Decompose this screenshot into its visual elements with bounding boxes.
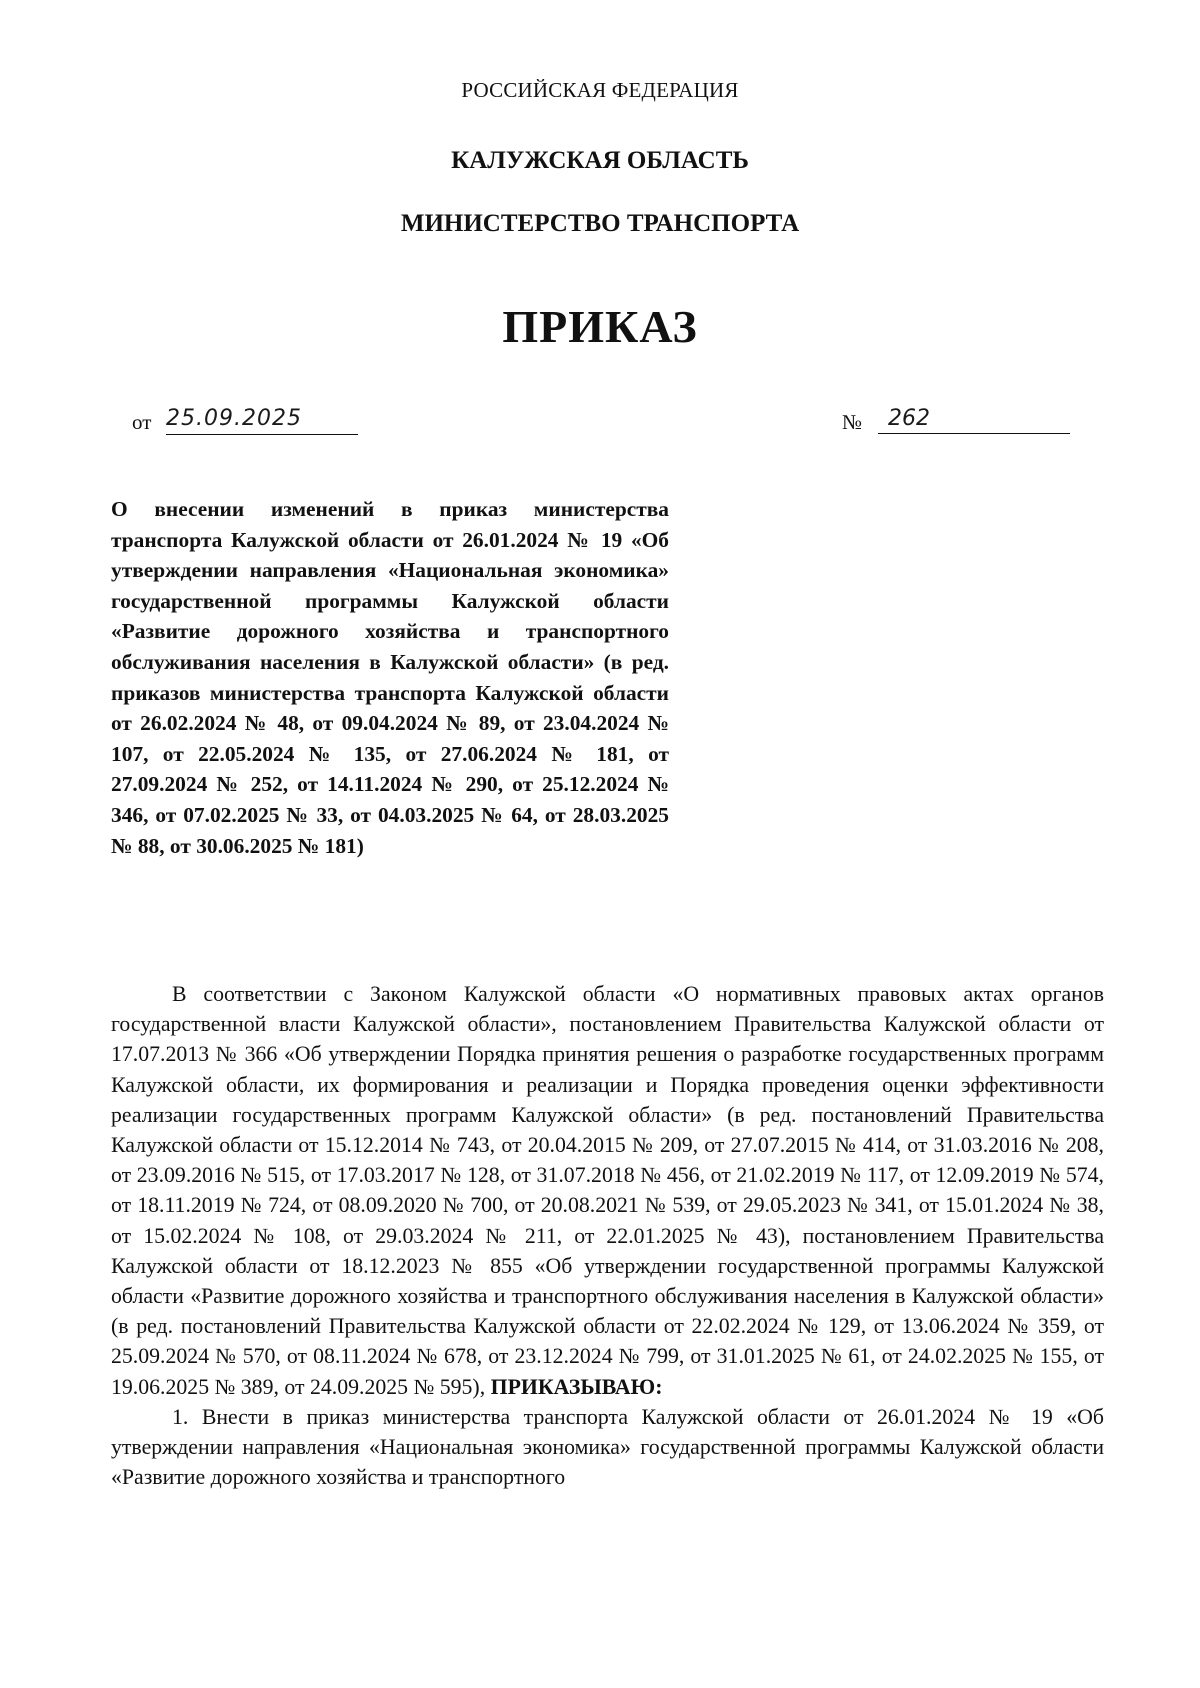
country-heading: РОССИЙСКАЯ ФЕДЕРАЦИЯ — [461, 78, 739, 102]
handwritten-date: 25.09.2025 — [166, 406, 358, 435]
preamble-text: В соответствии с Законом Калужской области «О нормативных правовых актах органов государственной власти Калужской области», постановлением Правительства Калужской области от 17.07.2013 № 366 «Об утверждении Порядка принятия решения о разработке государственных программ Калужской области, их формирования и реализации и Порядка проведения оценки эффективности реализации государственных программ Калужской области» (в ред. постановлений Правительства Калужской области от 15.12.2014 № 743, от 20.04.2015 № 209, от 27.07.2015 № 414, от 31.03.2016 № 208, от 23.09.2016 № 515, от 17.03.2017 № 128, от 31.07.2018 № 456, от 21.02.2019 № 117, от 12.09.2019 № 574, от 18.11.2019 № 724, от 08.09.2020 № 700, от 20.08.2021 № 539, от 29.05.2023 № 341, от 15.01.2024 № 38, от 15.02.2024 № 108, от 29.03.2024 № 211, от 22.01.2025 № 43), постановлением Правительства Калужской области от 18.12.2023 № 855 «Об утверждении государственной программы Калужской области «Развитие дорожного хозяйства и транспортного обслуживания населения в Калужской области» (в ред. постановлений Правительства Калужской области от 22.02.2024 № 129, от 13.06.2024 № 359, от 25.09.2024 № 570, от 08.11.2024 № 678, от 23.12.2024 № 799, от 31.01.2025 № 61, от 24.02.2025 № 155, от 19.06.2025 № 389, от 24.09.2025 № 595), — [111, 982, 1104, 1399]
preamble-paragraph — [111, 979, 1104, 1402]
order-date — [132, 406, 302, 435]
handwritten-number: 262 — [878, 406, 1070, 434]
order-directive: ПРИКАЗЫВАЮ: — [490, 1374, 663, 1399]
item-1-paragraph: 1. Внести в приказ министерства транспорта Калужской области от 26.01.2024 № 19 «Об утверждении направления «Национальная экономика» государственной программы Калужской области «Развитие дорожного хозяйства и транспортного — [111, 1404, 1104, 1490]
order-body — [111, 979, 1104, 1492]
region-heading: КАЛУЖСКАЯ ОБЛАСТЬ — [451, 147, 749, 174]
order-number — [842, 406, 930, 435]
order-subject: О внесении изменений в приказ министерства транспорта Калужской области от 26.01.2024 № 19 «Об утверждении направления «Национальная экономика» государственной программы Калужской области «Развитие дорожного хозяйства и транспортного обслуживания населения в Калужской области» (в ред. приказов министерства транспорта Калужской области от 26.02.2024 № 48, от 09.04.2024 № 89, от 23.04.2024 № 107, от 22.05.2024 № 135, от 27.06.2024 № 181, от 27.09.2024 № 252, от 14.11.2024 № 290, от 25.12.2024 № 346, от 07.02.2025 № 33, от 04.03.2025 № 64, от 28.03.2025 № 88, от 30.06.2025 № 181) — [111, 497, 669, 858]
ministry-heading: МИНИСТЕРСТВО ТРАНСПОРТА — [400, 210, 800, 237]
date-label: от — [132, 410, 152, 434]
number-label: № — [842, 410, 863, 434]
document-type-title: ПРИКАЗ — [502, 301, 698, 352]
